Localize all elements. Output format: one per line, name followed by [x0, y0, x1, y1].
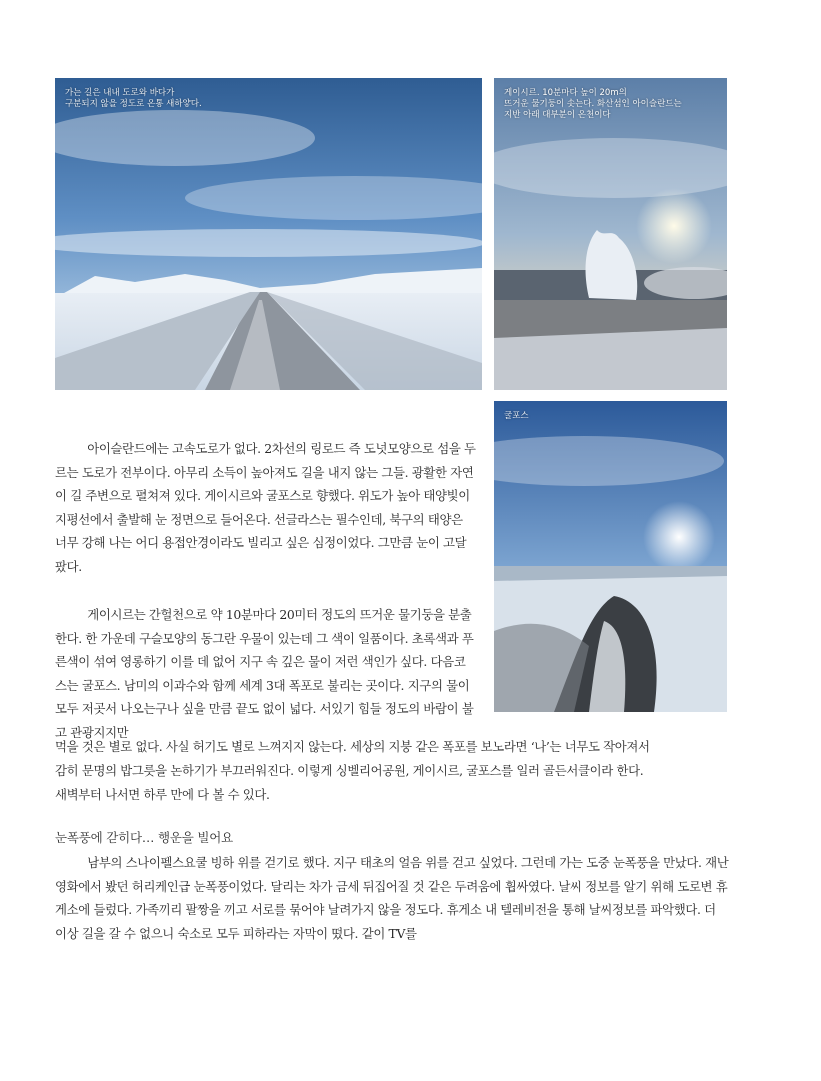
road-photo [55, 78, 482, 390]
section-subheading: 눈폭풍에 갇히다… 행운을 빌어요 [55, 830, 233, 845]
geyser-photo-icon [494, 78, 727, 390]
road-photo-caption: 가는 길은 내내 도로와 바다가 구분되지 않을 정도로 온통 새하얗다. [65, 88, 202, 109]
geyser-photo [494, 78, 727, 390]
waterfall-photo-icon [494, 401, 727, 712]
article-paragraph-2-line-3: 새벽부터 나서면 하루 만에 다 볼 수 있다. [55, 787, 270, 802]
article-paragraph-2: 게이시르는 간헐천으로 약 10분마다 20미터 정도의 뜨거운 물기둥을 분출한다. 한 가운데 구슬모양의 동그란 우물이 있는데 그 색이 일품이다. 초록색과 푸른색이 섞여 영롱하기 이를 데 없어 지구 속 깊은 물이 저런 색인가 싶다. 다음코스는 굴포스. 남미의 이과수와 함께 세계 3대 폭포로 불리는 곳이다. 지구의 물이 모두 저곳서 나오는구나 싶을 만큼 끝도 없이 넓다. 서있기 힘들 정도의 바람이 불고 관광지지만 [55, 607, 474, 740]
geyser-photo-caption: 게이시르. 10분마다 높이 20m의 뜨거운 물기둥이 솟는다. 화산섬인 아이슬란드는 지반 아래 대부분이 온천이다 [504, 88, 682, 120]
waterfall-photo-caption: 굴포스 [504, 411, 529, 421]
article-paragraph-3: 남부의 스나이펠스요쿨 빙하 위를 걷기로 했다. 지구 태초의 얼음 위를 걷고 싶었다. 그런데 가는 도중 눈폭풍을 만났다. 재난영화에서 봤던 허리케인급 눈폭풍이었다. 달리는 차가 금세 뒤집어질 것 같은 두려움에 휩싸였다. 날씨 정보를 알기 위해 도로변 휴게소에 들렀다. 가족끼리 팔짱을 끼고 서로를 묶어야 날려가지 않을 정도다. 휴게소 내 텔레비전을 통해 날씨정보를 파악했다. 더 이상 길을 갈 수 없으니 숙소로 모두 피하라는 자막이 떴다. 같이 TV를 [55, 855, 729, 941]
waterfall-photo [494, 401, 727, 712]
article-paragraph-2-line-2: 감히 문명의 밥그릇을 논하기가 부끄러워진다. 이렇게 싱벨리어공원, 게이시르, 굴포스를 일러 골든서클이라 한다. [55, 763, 644, 778]
snowy-road-photo-icon [55, 78, 482, 390]
article-paragraph-2-line-1: 먹을 것은 별로 없다. 사실 허기도 별로 느껴지지 않는다. 세상의 지붕 같은 폭포를 보노라면 ‘나’는 너무도 작아져서 [55, 739, 650, 754]
article-paragraph-1: 아이슬란드에는 고속도로가 없다. 2차선의 링로드 즉 도넛모양으로 섬을 두르는 도로가 전부이다. 아무리 소득이 높아져도 길을 내지 않는 그들. 광활한 자연이 길 주변으로 펼쳐져 있다. 게이시르와 굴포스로 향했다. 위도가 높아 태양빛이 지평선에서 출발해 눈 정면으로 들어온다. 선글라스는 필수인데, 북구의 태양은 너무 강해 나는 어디 용접안경이라도 빌리고 싶은 심정이었다. 그만큼 눈이 고달팠다. [55, 441, 476, 574]
